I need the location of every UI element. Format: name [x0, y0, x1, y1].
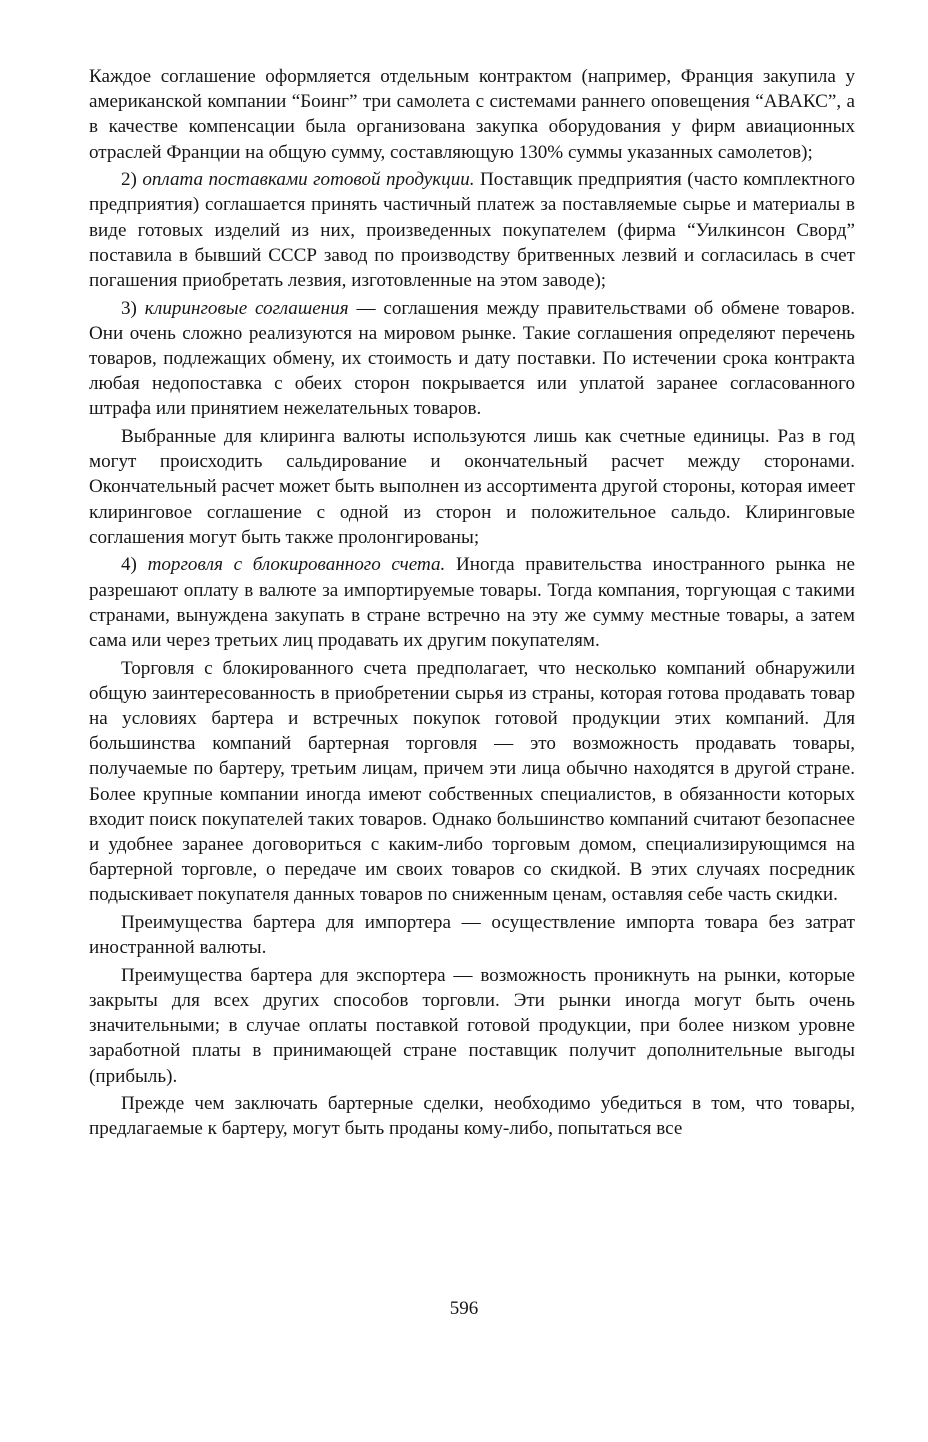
paragraph-text: Торговля с блокированного счета предполагает, что несколько компаний обнаружили общую заинтересованность в приобретении сырья из страны, которая готова продавать товар на условиях бартера и встречных покупок готовой продукции этих компаний. Для большинства компаний бартерная торговля — это возможность продавать товары, получаемые по бартеру, третьим лицам, причем эти лица обычно находятся в другой стране. Более крупные компании иногда имеют собственных специалистов, в обязанности которых входит поиск покупателей таких товаров. Однако большинство компаний считают безопаснее и удобнее заранее договориться с каким-либо торговым домом, специализирующимся на бартерной торговле, о передаче им своих товаров со скидкой. В этих случаях посредник подыскивает покупателя данных товаров по сниженным ценам, оставляя себе часть скидки.	[89, 657, 855, 906]
page-number: 596	[449, 1298, 479, 1319]
paragraph-finished-products-payment	[89, 167, 855, 293]
paragraph-text: Преимущества бартера для экспортера — возможность проникнуть на рынки, которые закрыты для всех других способов торговли. Эти рынки иногда могут быть очень значительными; в случае оплаты поставкой готовой продукции, при более низком уровне заработной платы в принимающей стране поставщик получит дополнительные выгоды (прибыль).	[89, 964, 855, 1087]
paragraph-text: Преимущества бартера для импортера — осуществление импорта товара без затрат иностранной валюты.	[89, 912, 855, 959]
paragraph-text: Прежде чем заключать бартерные сделки, необходимо убедиться в том, что товары, предлагаемые к бартеру, могут быть проданы кому-либо, попытаться все	[89, 1093, 855, 1140]
paragraph-clearing-currencies	[89, 424, 855, 550]
paragraph-text: Иногда правительства иностранного рынка не разрешают оплату в валюте за импортируемые товары. Тогда компания, торгующая с такими странами, вынуждена закупать в стране встречно на эту же сумму местные товары, а затем сама или через третьих лиц продавать их другим покупателям.	[89, 554, 855, 652]
paragraph-text: Каждое соглашение оформляется отдельным контрактом (например, Франция закупила у американской компании “Боинг” три самолета с системами раннего оповещения “АВАКС”, а в качестве компенсации была организована закупка оборудования у фирм авиационных отраслей Франции на общую сумму, составляющую 130% суммы указанных самолетов);	[89, 66, 855, 163]
paragraph-blocked-account-details	[89, 656, 855, 908]
paragraph-term: оплата поставками готовой продукции.	[142, 169, 475, 191]
paragraph-importer-advantages	[89, 910, 855, 960]
paragraph-lead: 3)	[121, 297, 145, 319]
page-body	[89, 64, 855, 1142]
paragraph-text: — соглашения между правительствами об обмене товаров. Они очень сложно реализуются на мировом рынке. Такие соглашения определяют перечень товаров, подлежащих обмену, их стоимость и дату поставки. По истечении срока контракта любая недопоставка с обеих сторон покрывается или уплатой заранее согласованного штрафа или принятием нежелательных товаров.	[89, 297, 855, 420]
paragraph-blocked-account-trade	[89, 552, 855, 653]
paragraph-text: Поставщик предприятия (часто комплектного предприятия) соглашается принять частичный платеж за поставляемые сырье и материалы в виде готовых изделий из них, произведенных покупателем (фирма “Уилкинсон Сворд” поставила в бывший СССР завод по производству бритвенных лезвий и согласилась в счет погашения приобретать лезвия, изготовленные на этом заводе);	[89, 169, 856, 292]
paragraph-before-barter-deals	[89, 1091, 855, 1141]
paragraph-text: Выбранные для клиринга валюты используются лишь как счетные единицы. Раз в год могут происходить сальдирование и окончательный расчет между сторонами. Окончательный расчет может быть выполнен из ассортимента другой стороны, которая имеет клиринговое соглашение с одной из сторон и положительное сальдо. Клиринговые соглашения могут быть также пролонгированы;	[89, 426, 855, 548]
paragraph-term: клиринговые соглашения	[144, 297, 349, 319]
paragraph-term: торговля с блокированного счета.	[147, 554, 446, 576]
paragraph-clearing-agreements	[89, 296, 855, 422]
paragraph-exporter-advantages	[89, 963, 855, 1089]
paragraph-lead: 2)	[121, 169, 143, 191]
paragraph-compensation-example	[89, 64, 855, 165]
paragraph-lead: 4)	[121, 554, 148, 576]
